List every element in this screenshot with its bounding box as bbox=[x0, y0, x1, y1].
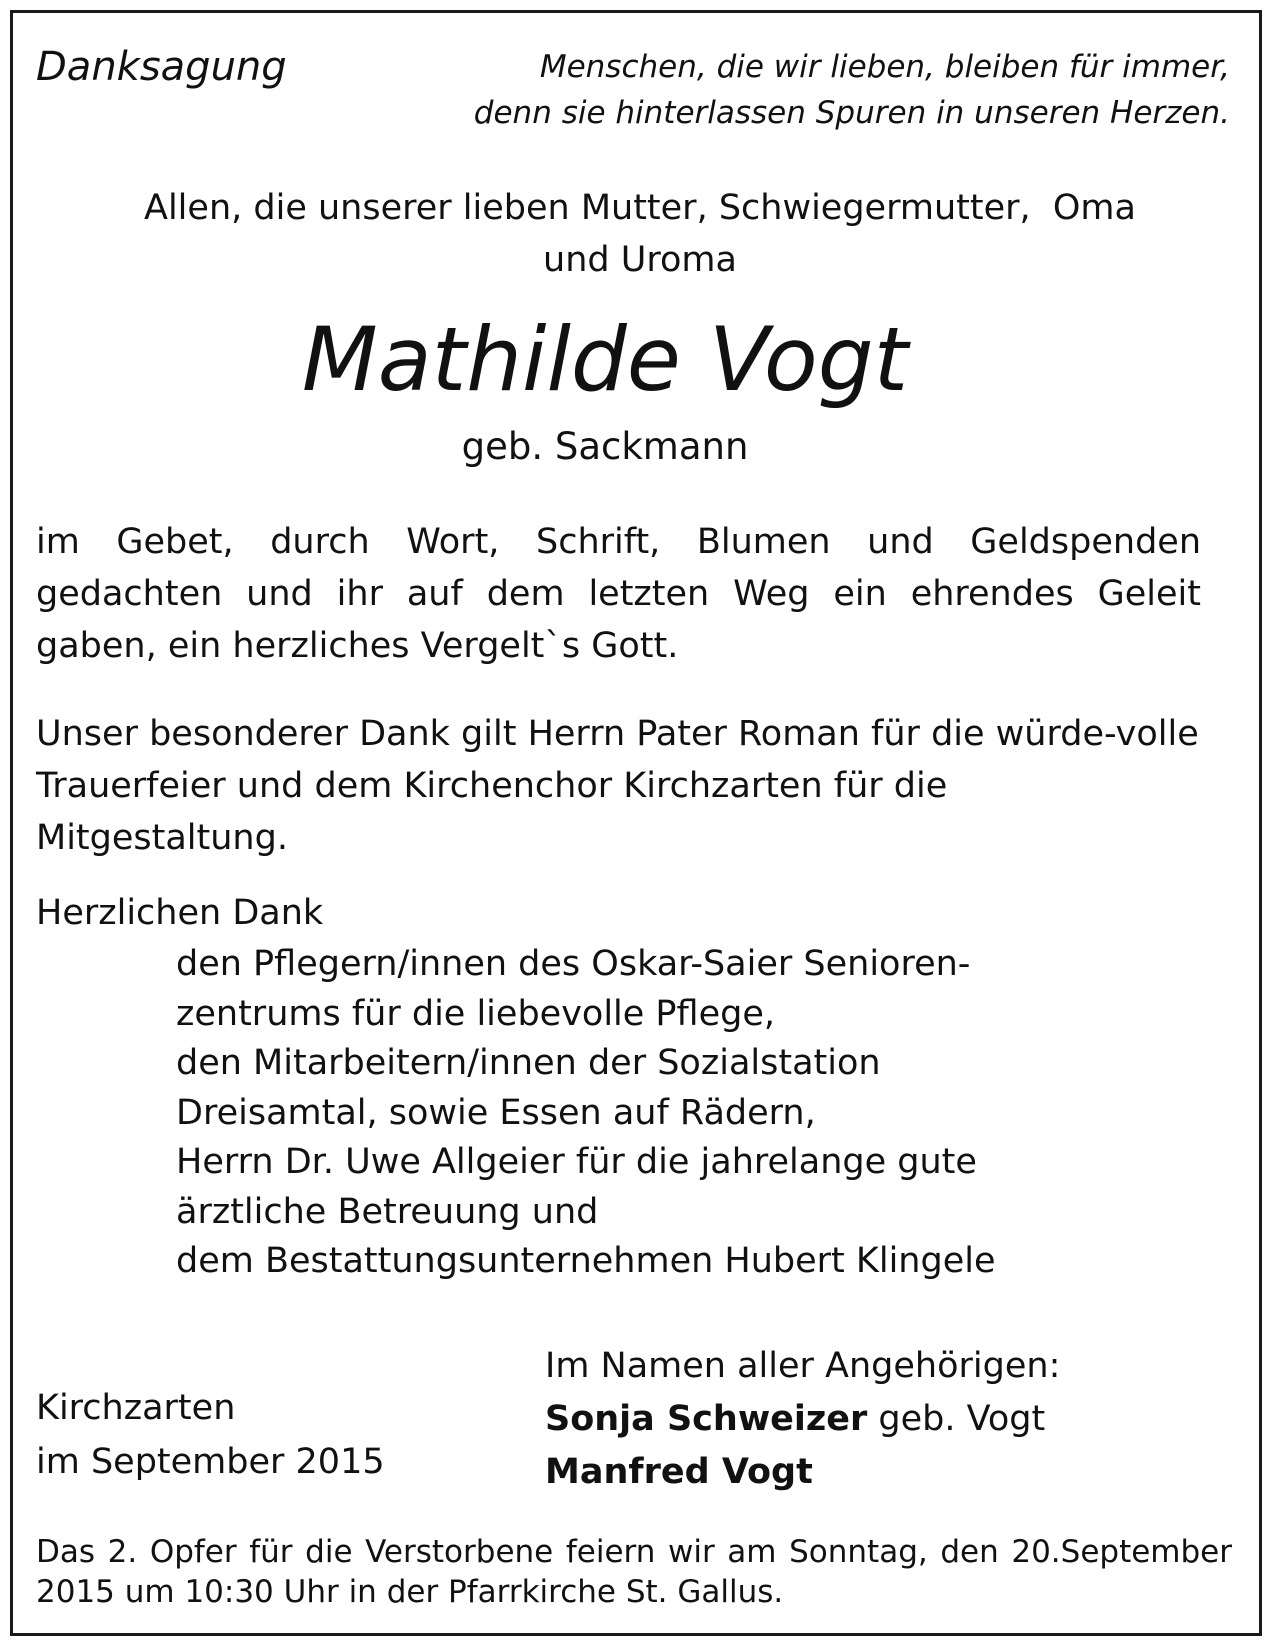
birth-name: geb. Sackmann bbox=[461, 425, 749, 468]
notice-title: Danksagung bbox=[36, 44, 287, 90]
thanks-line: dem Bestattungsunternehmen Hubert Klingele bbox=[176, 1241, 996, 1281]
date: im September 2015 bbox=[36, 1442, 385, 1482]
family-member bbox=[545, 1446, 813, 1498]
motto-line: Menschen, die wir lieben, bleiben für immer, bbox=[539, 49, 1230, 85]
footer-note: Das 2. Opfer für die Verstorbene feiern wir am Sonntag, den 20.September 2015 um 10:30 Uhr in der Pfarrkirche St. Gallus. bbox=[36, 1534, 1232, 1610]
thanks-line: Herrn Dr. Uwe Allgeier für die jahrelange gute bbox=[176, 1142, 977, 1182]
family-member bbox=[545, 1393, 1045, 1445]
member-suffix: geb. Vogt bbox=[867, 1399, 1046, 1439]
thanks-line: den Mitarbeitern/innen der Sozialstation bbox=[176, 1043, 881, 1083]
thanks-line: zentrums für die liebevolle Pflege, bbox=[176, 993, 775, 1034]
paragraph-gratitude: im Gebet, durch Wort, Schrift, Blumen und Geldspenden gedachten und ihr auf dem letzten Weg ein ehrendes Geleit gaben, ein herzliches Vergelt`s Gott. bbox=[36, 522, 1201, 666]
place: Kirchzarten bbox=[36, 1388, 236, 1428]
member-name: Sonja Schweizer bbox=[545, 1399, 868, 1439]
thanks-heading: Herzlichen Dank bbox=[36, 893, 324, 933]
thanks-line: Dreisamtal, sowie Essen auf Rädern, bbox=[176, 1092, 816, 1133]
thanks-line: ärztliche Betreuung und bbox=[176, 1191, 599, 1232]
intro-text bbox=[0, 182, 1280, 286]
paragraph-special-thanks: Unser besonderer Dank gilt Herrn Pater Roman für die würde-volle Trauerfeier und dem Kirchenchor Kirchzarten für die Mitgestaltung. bbox=[36, 714, 1199, 858]
thanks-list bbox=[176, 940, 996, 1287]
intro-line: und Uroma bbox=[543, 240, 737, 280]
thanks-line: den Pflegern/innen des Oskar-Saier Senioren- bbox=[176, 944, 971, 984]
deceased-name: Mathilde Vogt bbox=[301, 308, 909, 411]
family-heading: Im Namen aller Angehörigen: bbox=[545, 1346, 1061, 1386]
motto bbox=[474, 44, 1230, 136]
intro-line: Allen, die unserer lieben Mutter, Schwiegermutter, Oma bbox=[144, 188, 1136, 228]
motto-line: denn sie hinterlassen Spuren in unseren Herzen. bbox=[473, 95, 1230, 131]
member-name: Manfred Vogt bbox=[545, 1452, 813, 1492]
